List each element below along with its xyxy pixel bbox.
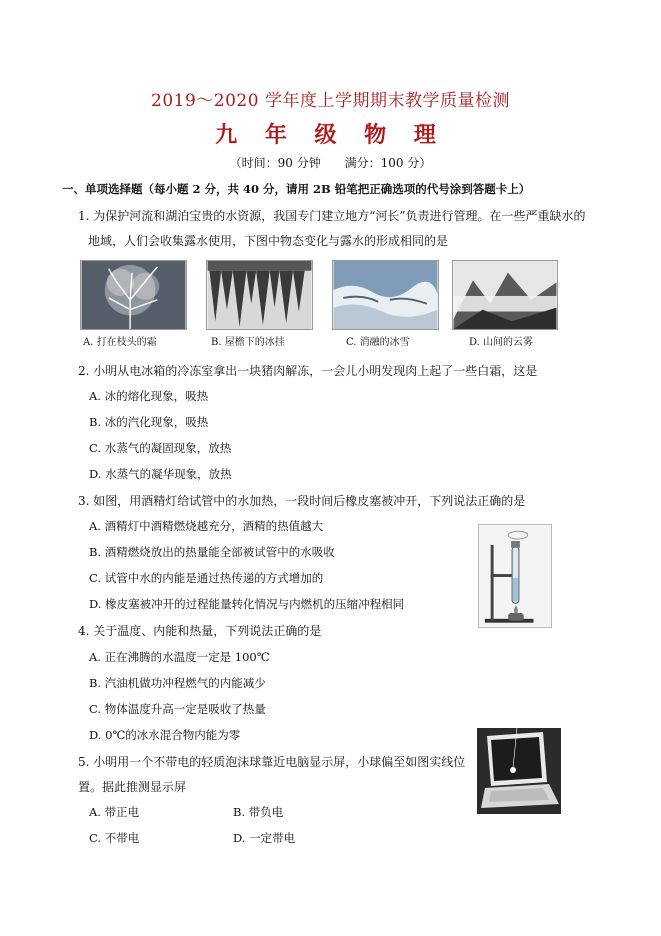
q1-caption-b: B. 屋檐下的冰挂 — [211, 337, 285, 348]
q2-option-a: A. 冰的熔化现象，吸热 — [89, 389, 209, 403]
q2-option-d: D. 水蒸气的凝华现象，放热 — [89, 467, 232, 481]
section-heading: 一、单项选择题（每小题 2 分，共 40 分，请用 2B 铅笔把正确选项的代号涂到答题卡上） — [62, 182, 531, 196]
q2-stem: 2. 小明从电冰箱的冷冻室拿出一块猪肉解冻，一会儿小明发现肉上起了一些白霜，这是 — [78, 364, 538, 378]
q1-stem-line2: 地域，人们会收集露水使用，下图中物态变化与露水的形成相同的是 — [88, 234, 449, 248]
q1-caption-c: C. 消融的冰雪 — [346, 337, 410, 348]
frost-photo — [80, 260, 187, 330]
time-limit: （时间：90 分钟 — [229, 156, 321, 170]
q2-option-b: B. 冰的汽化现象，吸热 — [89, 415, 209, 429]
melting-snow-photo — [332, 260, 439, 330]
q4-option-d: D. 0℃的冰水混合物内能为零 — [89, 728, 241, 742]
exam-title: 2019～2020 学年度上学期期末教学质量检测 — [151, 91, 510, 111]
q4-option-a: A. 正在沸腾的水温度一定是 100℃ — [89, 650, 270, 664]
q1-caption-d: D. 山间的云雾 — [469, 337, 534, 348]
q4-option-b: B. 汽油机做功冲程燃气的内能减少 — [89, 676, 266, 690]
q5-stem-line1: 5. 小明用一个不带电的轻质泡沫球靠近电脑显示屏，小球偏至如图实线位 — [78, 755, 466, 769]
q1-caption-a: A. 打在枝头的霜 — [83, 337, 157, 348]
q3-stem: 3. 如图，用酒精灯给试管中的水加热，一段时间后橡皮塞被冲开，下列说法正确的是 — [78, 494, 526, 508]
q5-option-c: C. 不带电 — [89, 831, 140, 845]
subject-title: 九 年 级 物 理 — [215, 122, 446, 148]
icicle-photo — [206, 260, 313, 330]
full-score: 满分：100 分） — [344, 156, 432, 170]
q4-option-c: C. 物体温度升高一定是吸收了热量 — [89, 702, 266, 716]
laptop-foam-ball-figure — [477, 728, 561, 814]
q5-option-d: D. 一定带电 — [233, 831, 296, 845]
q1-stem-line1: 1. 为保护河流和湖泊宝贵的水资源，我国专门建立地方“河长”负责进行管理。在一些严重缺水的 — [78, 209, 586, 223]
q5-option-b: B. 带负电 — [233, 805, 284, 819]
q5-stem-line2: 置。据此推测显示屏 — [78, 780, 187, 794]
q3-option-c: C. 试管中水的内能是通过热传递的方式增加的 — [89, 571, 324, 585]
q3-option-a: A. 酒精灯中酒精燃烧越充分，酒精的热值越大 — [89, 519, 324, 533]
q4-stem: 4. 关于温度、内能和热量，下列说法正确的是 — [78, 624, 322, 638]
q5-option-a: A. 带正电 — [89, 805, 140, 819]
q2-option-c: C. 水蒸气的凝固现象，放热 — [89, 441, 232, 455]
exam-meta — [0, 154, 661, 171]
alcohol-lamp-test-tube-figure — [478, 524, 552, 628]
q3-option-d: D. 橡皮塞被冲开的过程能量转化情况与内燃机的压缩冲程相同 — [89, 597, 405, 611]
q3-option-b: B. 酒精燃烧放出的热量能全部被试管中的水吸收 — [89, 545, 335, 559]
mountain-fog-photo — [452, 260, 558, 330]
